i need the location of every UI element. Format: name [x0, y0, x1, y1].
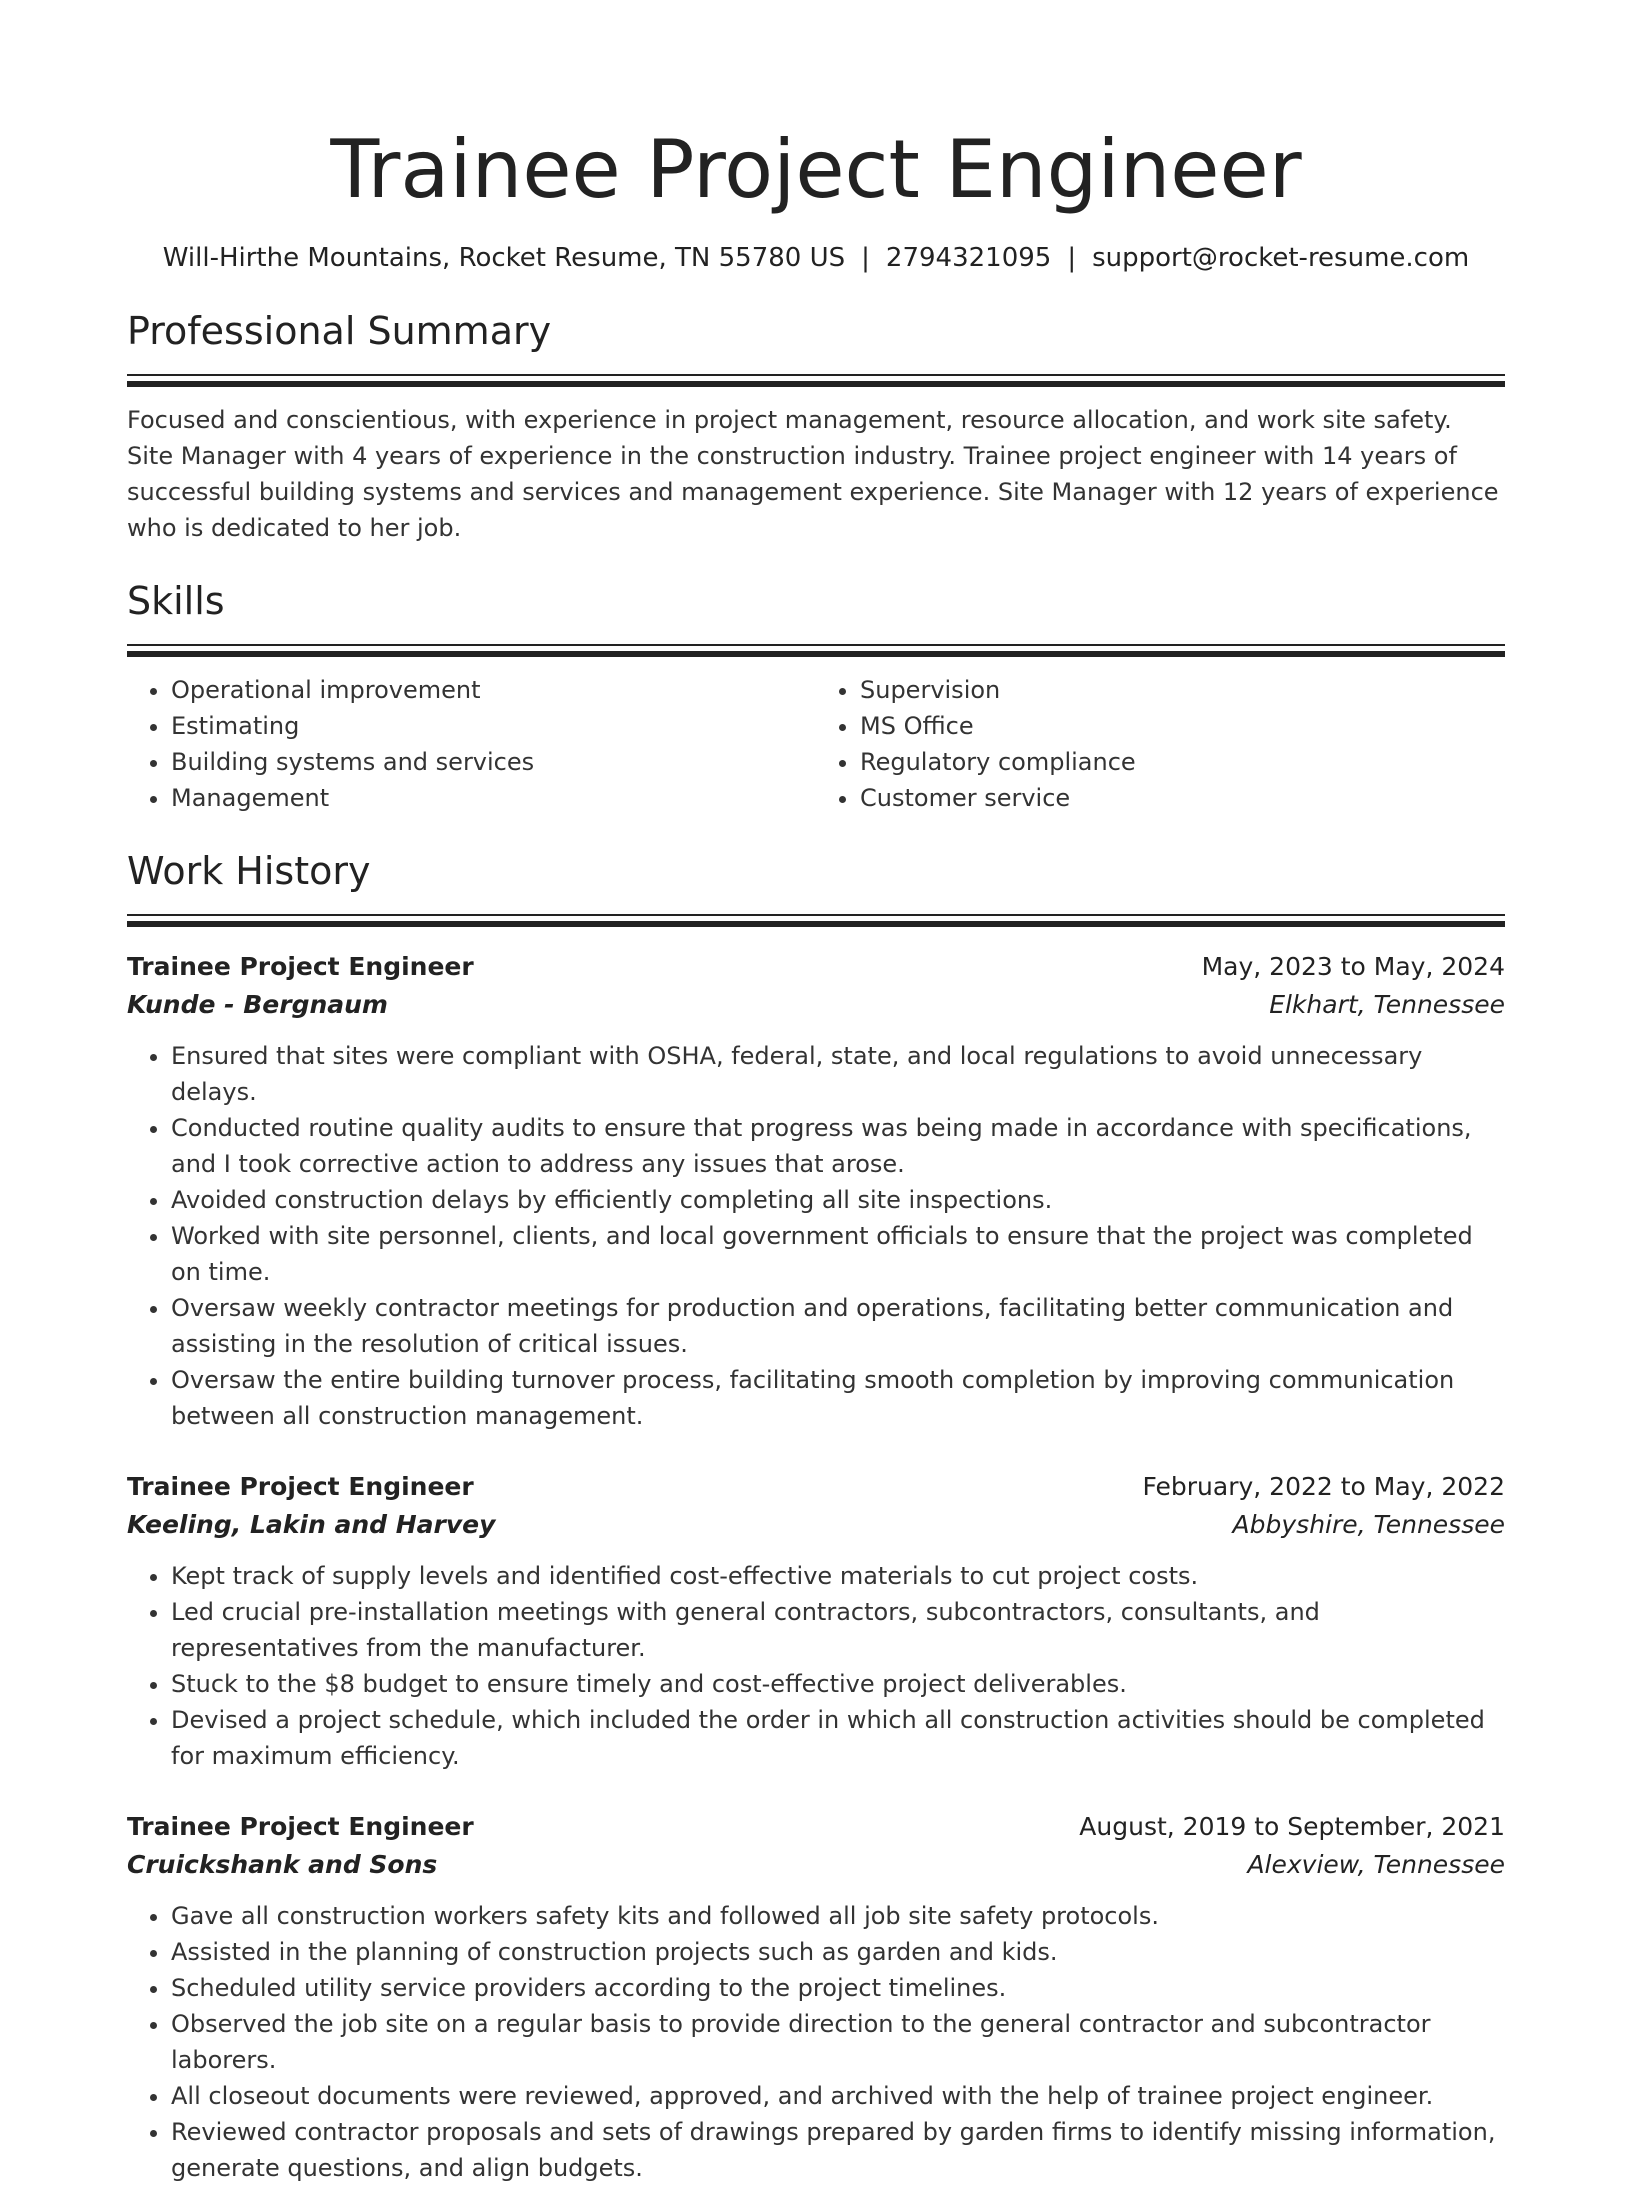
job-bullet: • Scheduled utility service providers according to the project timelines. — [171, 1970, 1505, 2006]
job-bullet: • Oversaw the entire building turnover process, facilitating smooth completion by improving communication between all construction management. — [171, 1362, 1505, 1434]
job-bullet: • Devised a project schedule, which included the order in which all construction activities should be completed for maximum efficiency. — [171, 1702, 1505, 1774]
skill-item: • Management — [171, 780, 816, 816]
contact-address: Will-Hirthe Mountains, Rocket Resume, TN 55780 US — [162, 243, 846, 273]
job-company-row — [127, 1846, 1505, 1884]
job-entry — [127, 948, 1505, 1434]
summary-section — [127, 306, 1505, 546]
skill-item: • Regulatory compliance — [860, 744, 1505, 780]
job-bullets — [127, 1898, 1505, 2186]
job-entry — [127, 1808, 1505, 2186]
skills-section — [127, 576, 1505, 816]
job-location: Elkhart, Tennessee — [1269, 990, 1505, 1019]
job-bullet: • Assisted in the planning of construction projects such as garden and kids. — [171, 1934, 1505, 1970]
summary-text: Focused and conscientious, with experience in project management, resource allocation, and work site safety. Site Manager with 4 years of experience in the construction industry. Trainee project engineer with 14 years of successful building systems and services and management experience. Site Manager with 12 years of experience who is dedicated to her job. — [127, 406, 1499, 542]
job-bullet: • Conducted routine quality audits to ensure that progress was being made in accordance with specifications, and I took corrective action to address any issues that arose. — [171, 1110, 1505, 1182]
resume-name: Trainee Project Engineer — [330, 123, 1302, 216]
job-header-row — [127, 1808, 1505, 1846]
section-divider — [127, 914, 1505, 928]
skill-item: • Operational improvement — [171, 672, 816, 708]
skill-item: • MS Office — [860, 708, 1505, 744]
job-title: Trainee Project Engineer — [127, 1812, 474, 1841]
job-bullet: • Avoided construction delays by efficiently completing all site inspections. — [171, 1182, 1505, 1218]
section-divider — [127, 644, 1505, 658]
skill-item: • Building systems and services — [171, 744, 816, 780]
skill-item: • Estimating — [171, 708, 816, 744]
job-bullets — [127, 1038, 1505, 1434]
job-bullet: • Reviewed contractor proposals and sets of drawings prepared by garden firms to identify missing information, generate questions, and align budgets. — [171, 2114, 1505, 2186]
contact-separator: | — [861, 243, 870, 273]
job-bullet: • Led crucial pre-installation meetings with general contractors, subcontractors, consultants, and representatives from the manufacturer. — [171, 1594, 1505, 1666]
skills-right-list — [816, 672, 1505, 816]
job-dates: August, 2019 to September, 2021 — [1079, 1812, 1505, 1841]
job-title: Trainee Project Engineer — [127, 1472, 474, 1501]
job-header-row — [127, 948, 1505, 986]
job-dates: February, 2022 to May, 2022 — [1142, 1472, 1505, 1501]
job-company: Keeling, Lakin and Harvey — [127, 1510, 496, 1539]
job-company-row — [127, 986, 1505, 1024]
contact-line — [127, 240, 1505, 276]
job-location: Alexview, Tennessee — [1247, 1850, 1505, 1879]
job-location: Abbyshire, Tennessee — [1232, 1510, 1505, 1539]
job-bullet: • Observed the job site on a regular basis to provide direction to the general contractor and subcontractor laborers. — [171, 2006, 1505, 2078]
section-divider — [127, 374, 1505, 388]
job-dates: May, 2023 to May, 2024 — [1201, 952, 1505, 981]
contact-email: support@rocket-resume.com — [1092, 243, 1470, 273]
job-company: Kunde - Bergnaum — [127, 990, 388, 1019]
job-bullet: • Ensured that sites were compliant with OSHA, federal, state, and local regulations to avoid unnecessary delays. — [171, 1038, 1505, 1110]
job-bullet: • All closeout documents were reviewed, approved, and archived with the help of trainee project engineer. — [171, 2078, 1505, 2114]
summary-heading: Professional Summary — [127, 309, 552, 353]
skills-heading: Skills — [127, 579, 225, 623]
job-company: Cruickshank and Sons — [127, 1850, 438, 1879]
skill-item: • Customer service — [860, 780, 1505, 816]
job-company-row — [127, 1506, 1505, 1544]
job-bullets — [127, 1558, 1505, 1774]
job-bullet: • Kept track of supply levels and identified cost-effective materials to cut project costs. — [171, 1558, 1505, 1594]
job-bullet: • Gave all construction workers safety kits and followed all job site safety protocols. — [171, 1898, 1505, 1934]
job-bullet: • Oversaw weekly contractor meetings for production and operations, facilitating better communication and assisting in the resolution of critical issues. — [171, 1290, 1505, 1362]
job-title: Trainee Project Engineer — [127, 952, 474, 981]
contact-separator: | — [1067, 243, 1077, 273]
job-entry — [127, 1468, 1505, 1774]
job-header-row — [127, 1468, 1505, 1506]
skills-columns — [127, 672, 1505, 816]
job-bullet: • Stuck to the $8 budget to ensure timely and cost-effective project deliverables. — [171, 1666, 1505, 1702]
skill-item: • Supervision — [860, 672, 1505, 708]
work-history-heading: Work History — [127, 849, 371, 893]
contact-phone: 2794321095 — [885, 243, 1052, 273]
work-history-section — [127, 846, 1505, 2186]
skills-left-list — [127, 672, 816, 816]
job-bullet: • Worked with site personnel, clients, and local government officials to ensure that the project was completed on time. — [171, 1218, 1505, 1290]
